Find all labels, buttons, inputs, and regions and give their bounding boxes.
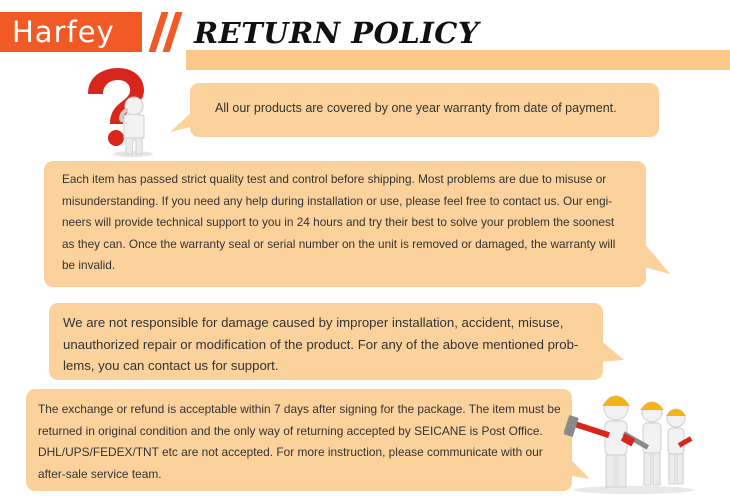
quality-line: misunderstanding. If you need any help during installation or use, please feel free to contact us. Our engi- [62, 193, 613, 208]
construction-workers-icon [564, 382, 704, 494]
quality-bubble [44, 161, 646, 287]
refund-line: after-sale service team. [38, 466, 162, 481]
refund-line: The exchange or refund is acceptable within 7 days after signing for the package. The item must be [38, 402, 561, 416]
header-band [186, 50, 730, 70]
responsibility-line: lems, you can contact us for support. [63, 358, 279, 373]
quality-line: Each item has passed strict quality test and control before shipping. Most problems are due to misuse or [62, 172, 607, 186]
warranty-text: All our products are covered by one year warranty from date of payment. [215, 101, 617, 115]
responsibility-line: We are not responsible for damage caused by improper installation, accident, misuse, [63, 315, 564, 330]
question-mark-person-icon [78, 66, 158, 158]
responsibility-bubble [49, 303, 603, 380]
refund-line: DHL/UPS/FEDEX/TNT etc are not accepted. For more instruction, please communicate with our [38, 445, 543, 459]
refund-line: returned in original condition and the only way of returning accepted by SEICANE is Post Office. [38, 423, 543, 438]
quality-line: neers will provide technical support to you in 24 hours and try their best to solve your problem the soonest [62, 215, 615, 229]
page-title: RETURN POLICY [194, 16, 480, 50]
logo [0, 12, 142, 52]
quality-line: be invalid. [62, 258, 116, 272]
warranty-bubble [190, 83, 659, 137]
logo-text: Harfey [12, 15, 115, 49]
responsibility-line: unauthorized repair or modification of the product. For any of the above mentioned prob- [63, 336, 579, 352]
header [0, 0, 730, 68]
quality-line: as they can. Once the warranty seal or serial number on the unit is removed or damaged, the warranty will [62, 236, 616, 251]
refund-bubble [26, 389, 572, 491]
